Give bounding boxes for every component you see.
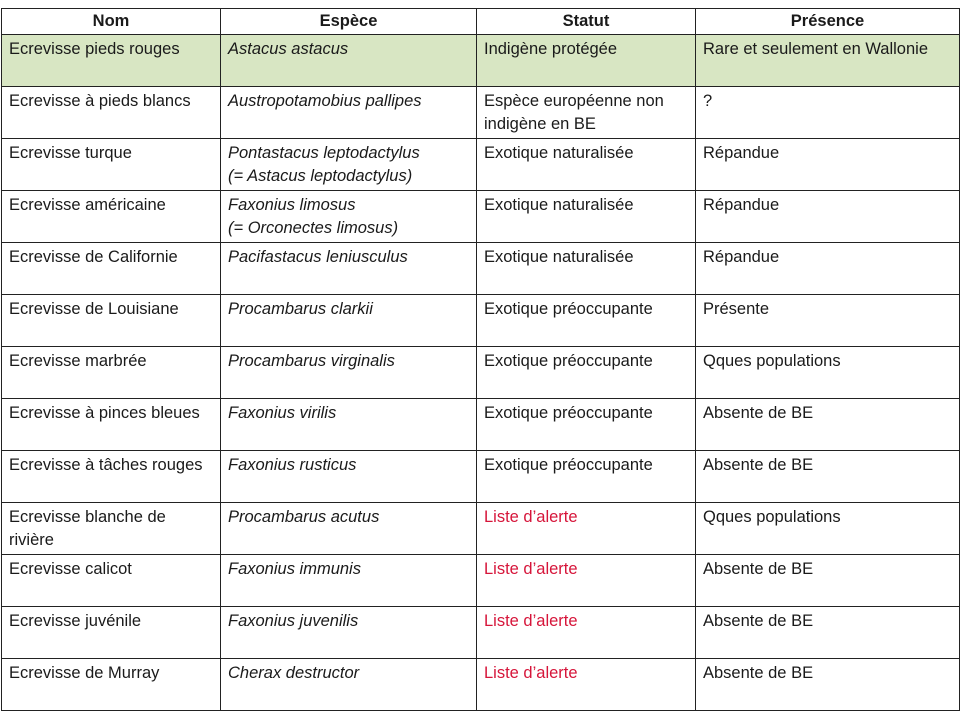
table-row [2, 347, 960, 399]
cell-statut [477, 607, 696, 659]
cell-nom-text: rivière [9, 531, 54, 549]
cell-presence-text: Répandue [703, 144, 780, 162]
header-nom: Nom [2, 9, 221, 35]
cell-presence [696, 35, 960, 87]
table-row [2, 503, 960, 555]
cell-nom [2, 35, 221, 87]
cell-presence-text: Répandue [703, 196, 780, 214]
cell-statut-text: Liste d’alerte [484, 508, 578, 526]
cell-nom [2, 347, 221, 399]
cell-statut-text: Exotique préoccupante [484, 300, 653, 318]
cell-nom [2, 555, 221, 607]
cell-presence-text: Absente de BE [703, 612, 814, 630]
table-row [2, 607, 960, 659]
cell-presence [696, 243, 960, 295]
cell-nom [2, 399, 221, 451]
cell-nom-text: Ecrevisse de Murray [9, 664, 160, 682]
cell-statut [477, 659, 696, 711]
cell-statut [477, 35, 696, 87]
cell-espece [221, 399, 477, 451]
table-row [2, 659, 960, 711]
cell-presence [696, 295, 960, 347]
cell-statut-text: Exotique préoccupante [484, 404, 653, 422]
cell-statut-text: Liste d’alerte [484, 664, 578, 682]
cell-presence-text: Absente de BE [703, 560, 814, 578]
cell-nom [2, 295, 221, 347]
cell-espece [221, 295, 477, 347]
cell-nom-text: Ecrevisse de Californie [9, 248, 178, 266]
cell-espece-text: Faxonius immunis [228, 560, 361, 578]
table-row [2, 35, 960, 87]
cell-nom [2, 607, 221, 659]
table-row [2, 243, 960, 295]
cell-presence [696, 607, 960, 659]
cell-espece-text: Procambarus virginalis [228, 352, 395, 370]
cell-nom-text: Ecrevisse de Louisiane [9, 300, 179, 318]
cell-presence-text: Absente de BE [703, 456, 814, 474]
cell-presence-text: ? [703, 92, 713, 110]
table-row [2, 399, 960, 451]
cell-espece [221, 347, 477, 399]
crayfish-table-container [1, 8, 960, 711]
cell-presence [696, 347, 960, 399]
cell-espece-text: Faxonius limosus [228, 196, 356, 214]
cell-statut-text: Exotique naturalisée [484, 144, 634, 162]
cell-presence [696, 139, 960, 191]
cell-nom-text: Ecrevisse à pinces bleues [9, 404, 200, 422]
cell-espece-text: Astacus astacus [228, 40, 349, 58]
header-espece: Espèce [221, 9, 477, 35]
cell-espece-text: Procambarus acutus [228, 508, 380, 526]
table-row [2, 555, 960, 607]
cell-statut-text: indigène en BE [484, 115, 596, 133]
cell-statut-text: Exotique préoccupante [484, 456, 653, 474]
cell-espece-text: Austropotamobius pallipes [228, 92, 422, 110]
cell-presence [696, 659, 960, 711]
cell-presence [696, 399, 960, 451]
cell-nom [2, 87, 221, 139]
crayfish-species-table [1, 8, 960, 711]
cell-espece [221, 451, 477, 503]
cell-statut-text: Exotique naturalisée [484, 196, 634, 214]
header-statut: Statut [477, 9, 696, 35]
table-row [2, 191, 960, 243]
cell-presence [696, 503, 960, 555]
cell-nom-text: Ecrevisse juvénile [9, 612, 142, 630]
cell-statut [477, 347, 696, 399]
cell-statut-text: Liste d’alerte [484, 560, 578, 578]
cell-espece-text: (= Orconectes limosus) [228, 219, 399, 237]
cell-nom-text: Ecrevisse américaine [9, 196, 166, 214]
cell-espece [221, 191, 477, 243]
header-presence: Présence [696, 9, 960, 35]
cell-statut [477, 555, 696, 607]
cell-espece [221, 243, 477, 295]
cell-statut-text: Exotique naturalisée [484, 248, 634, 266]
cell-presence-text: Absente de BE [703, 404, 814, 422]
cell-espece [221, 87, 477, 139]
cell-espece-text: Pacifastacus leniusculus [228, 248, 408, 266]
cell-espece-text: Faxonius rusticus [228, 456, 357, 474]
table-header-row [2, 9, 960, 35]
cell-presence [696, 555, 960, 607]
table-row [2, 295, 960, 347]
cell-espece-text: Cherax destructor [228, 664, 360, 682]
table-row [2, 139, 960, 191]
cell-presence [696, 451, 960, 503]
cell-nom-text: Ecrevisse à pieds blancs [9, 92, 191, 110]
cell-espece-text: Procambarus clarkii [228, 300, 373, 318]
cell-statut [477, 503, 696, 555]
cell-nom [2, 659, 221, 711]
cell-presence-text: Présente [703, 300, 770, 318]
cell-presence-text: Absente de BE [703, 664, 814, 682]
cell-espece-text: (= Astacus leptodactylus) [228, 167, 413, 185]
cell-presence [696, 191, 960, 243]
cell-nom-text: Ecrevisse à tâches rouges [9, 456, 203, 474]
cell-nom [2, 451, 221, 503]
cell-espece [221, 139, 477, 191]
cell-presence-text: Répandue [703, 248, 780, 266]
cell-statut [477, 191, 696, 243]
cell-nom-text: Ecrevisse pieds rouges [9, 40, 180, 58]
cell-statut [477, 295, 696, 347]
cell-espece-text: Faxonius juvenilis [228, 612, 359, 630]
cell-presence-text: Qques populations [703, 352, 841, 370]
table-row [2, 87, 960, 139]
cell-nom [2, 191, 221, 243]
cell-espece [221, 503, 477, 555]
cell-espece-text: Pontastacus leptodactylus [228, 144, 420, 162]
cell-nom-text: Ecrevisse blanche de [9, 508, 166, 526]
cell-nom-text: Ecrevisse marbrée [9, 352, 147, 370]
cell-espece [221, 659, 477, 711]
cell-statut [477, 87, 696, 139]
cell-nom-text: Ecrevisse turque [9, 144, 132, 162]
cell-statut-text: Exotique préoccupante [484, 352, 653, 370]
cell-statut-text: Espèce européenne non [484, 92, 664, 110]
cell-statut-text: Indigène protégée [484, 40, 618, 58]
cell-statut [477, 451, 696, 503]
cell-nom [2, 503, 221, 555]
cell-statut [477, 399, 696, 451]
cell-espece-text: Faxonius virilis [228, 404, 337, 422]
cell-presence [696, 87, 960, 139]
cell-nom-text: Ecrevisse calicot [9, 560, 132, 578]
cell-nom [2, 243, 221, 295]
cell-presence-text: Rare et seulement en Wallonie [703, 40, 929, 58]
table-body [2, 35, 960, 711]
cell-nom [2, 139, 221, 191]
cell-espece [221, 555, 477, 607]
table-row [2, 451, 960, 503]
cell-presence-text: Qques populations [703, 508, 841, 526]
cell-statut [477, 139, 696, 191]
cell-espece [221, 35, 477, 87]
cell-espece [221, 607, 477, 659]
cell-statut-text: Liste d’alerte [484, 612, 578, 630]
cell-statut [477, 243, 696, 295]
